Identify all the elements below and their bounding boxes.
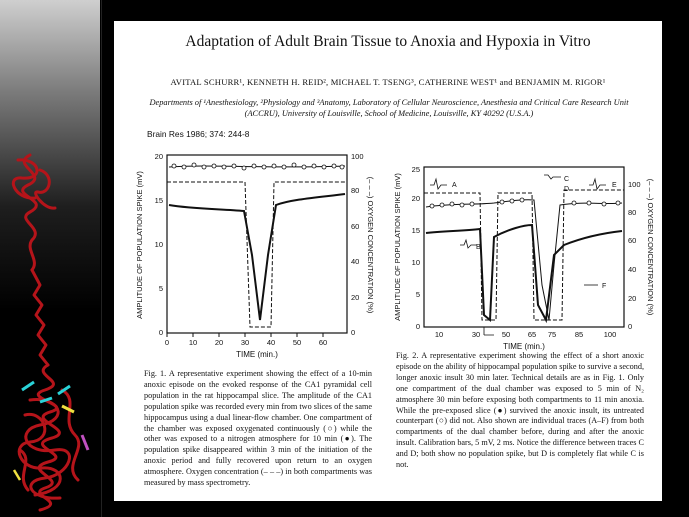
figure-2-caption: Fig. 2. A representative experiment showing the effect of a short anoxic episode on the ability of hippocampal population spike to survive a second, longer anoxic insult 30 min later. Technical details are as in Fig. 1. Only one compartment of the dual chamber was exposed to 5 min of N₂ atmosphere 30 min before exposing both compartments to 11 min anoxia. While the pre-exposed slice (●) survived the anoxic insult, its untreated counterpart (○) did not. Also shown are individual traces (A–F) from both compartments of the dual chamber before, during and after the anoxic insult. Calibration bars, 5 mV, 2 ms. Notice the difference between traces C and D; both show no population spike, but D is completely flat while C is not. [396, 351, 644, 470]
fig2-filled-series [426, 225, 622, 320]
citation: Brain Res 1986; 374: 244-8 [147, 129, 250, 139]
paper-authors: AVITAL SCHURR¹, KENNETH H. REID², MICHAEL T. TSENG³, CATHERINE WEST¹ and BENJAMIN M. RIGOR¹ [170, 77, 606, 87]
divider-line [101, 0, 102, 517]
fig2-xtick: 30 [471, 330, 481, 339]
figure-1-caption: Fig. 1. A representative experiment showing the effect of a 10-min anoxic episode on the evoked response of the CA1 pyramidal cell population in the rat hippocampal slice. The amplitude of the CA1 population spike was recorded every min from two slices of the same hippocampus using a dual linear-flow chamber. One compartment of the chamber was exposed oxygenated continuously (○) while the other was exposed to a nitrogen atmosphere for 10 min (●). The population spike disappeared within 3 min of the initiation of the anoxic period and fully recovered upon return to an oxygen atmosphere. Oxygen concentration (– – –) in both compartments was measured by mass spectrometry. [144, 369, 372, 488]
fig1-ytick: 5 [158, 284, 163, 293]
trace-label-f: F [602, 283, 607, 290]
fig1-xtick: 30 [240, 338, 250, 347]
fig2-ytick: 0 [415, 322, 420, 331]
fig2-open-series [426, 200, 622, 320]
fig2-xtick: 10 [434, 330, 444, 339]
fig2-trace-insets [430, 175, 606, 335]
fig2-ytick: 15 [411, 226, 420, 235]
fig1-xtick: 10 [188, 338, 198, 347]
fig1-y2tick: 20 [351, 293, 360, 302]
fig1-dashed-oxygen [167, 182, 347, 327]
fig2-y2tick: 100 [628, 180, 641, 189]
fig1-filled-series [169, 194, 345, 320]
fig1-y2tick: 100 [351, 152, 364, 161]
fig2-y2tick: 80 [628, 208, 637, 217]
paper-affiliation: Departments of ¹Anesthesiology, ²Physiology and ³Anatomy, Laboratory of Cellular Neuroscience, Anesthesia and Critical Care Research Unit (ACCRU), University of Louisville, School of Medicine, Louisville, KY 40292 (U.S.A.) [149, 98, 629, 118]
fig2-y2label: (– – –) OXYGEN CONCENTRATION (%) [646, 178, 655, 316]
fig1-xtick: 20 [214, 338, 224, 347]
fig2-ytick: 20 [411, 194, 420, 203]
trace-label-d: D [564, 186, 570, 193]
protein-structure-image [0, 150, 100, 517]
fig1-ylabel: AMPLITUDE OF POPULATION SPIKE (mV) [135, 171, 144, 319]
fig2-xtick: 100 [603, 330, 617, 339]
fig2-xtick: 75 [547, 330, 557, 339]
fig2-xtick: 65 [527, 330, 537, 339]
fig1-ytick: 10 [154, 240, 163, 249]
fig1-y2tick: 0 [351, 328, 356, 337]
fig1-y2tick: 40 [351, 257, 360, 266]
fig2-dashed-oxygen [424, 190, 624, 320]
fig2-y2tick: 40 [628, 265, 637, 274]
fig1-y2tick: 60 [351, 222, 360, 231]
fig1-ytick: 15 [154, 196, 163, 205]
paper-page [114, 21, 662, 501]
figure-1-chart [122, 145, 374, 367]
fig1-y2label: (– – –) OXYGEN CONCENTRATION (%) [366, 176, 375, 314]
fig2-y2tick: 60 [628, 236, 637, 245]
fig1-ytick: 20 [154, 152, 163, 161]
fig2-ylabel: AMPLITUDE OF POPULATION SPIKE (mV) [393, 173, 402, 321]
fig1-xtick: 0 [164, 338, 170, 347]
fig2-xtick: 50 [501, 330, 511, 339]
trace-label-e: E [612, 182, 617, 189]
fig1-y2tick: 80 [351, 186, 360, 195]
fig2-y2tick: 0 [628, 322, 633, 331]
fig2-xlabel: TIME (min.) [503, 342, 545, 351]
fig1-ytick: 0 [158, 328, 163, 337]
fig1-xtick: 40 [266, 338, 276, 347]
trace-label-b: B [476, 244, 481, 251]
fig2-ytick: 10 [411, 258, 420, 267]
paper-title: Adaptation of Adult Brain Tissue to Anoxia and Hypoxia in Vitro [185, 33, 591, 50]
fig2-ytick: 25 [411, 165, 420, 174]
fig1-xtick: 60 [318, 338, 328, 347]
fig2-y2tick: 20 [628, 294, 637, 303]
fig2-xtick: 85 [574, 330, 584, 339]
trace-label-a: A [452, 182, 457, 189]
trace-label-c: C [564, 176, 570, 183]
fig1-xtick: 50 [292, 338, 302, 347]
fig2-plot-frame [424, 167, 624, 327]
fig2-ytick: 5 [415, 290, 420, 299]
fig1-tick-marks [167, 333, 323, 337]
figure-2-chart [384, 145, 654, 355]
fig1-xlabel: TIME (min.) [236, 350, 278, 359]
